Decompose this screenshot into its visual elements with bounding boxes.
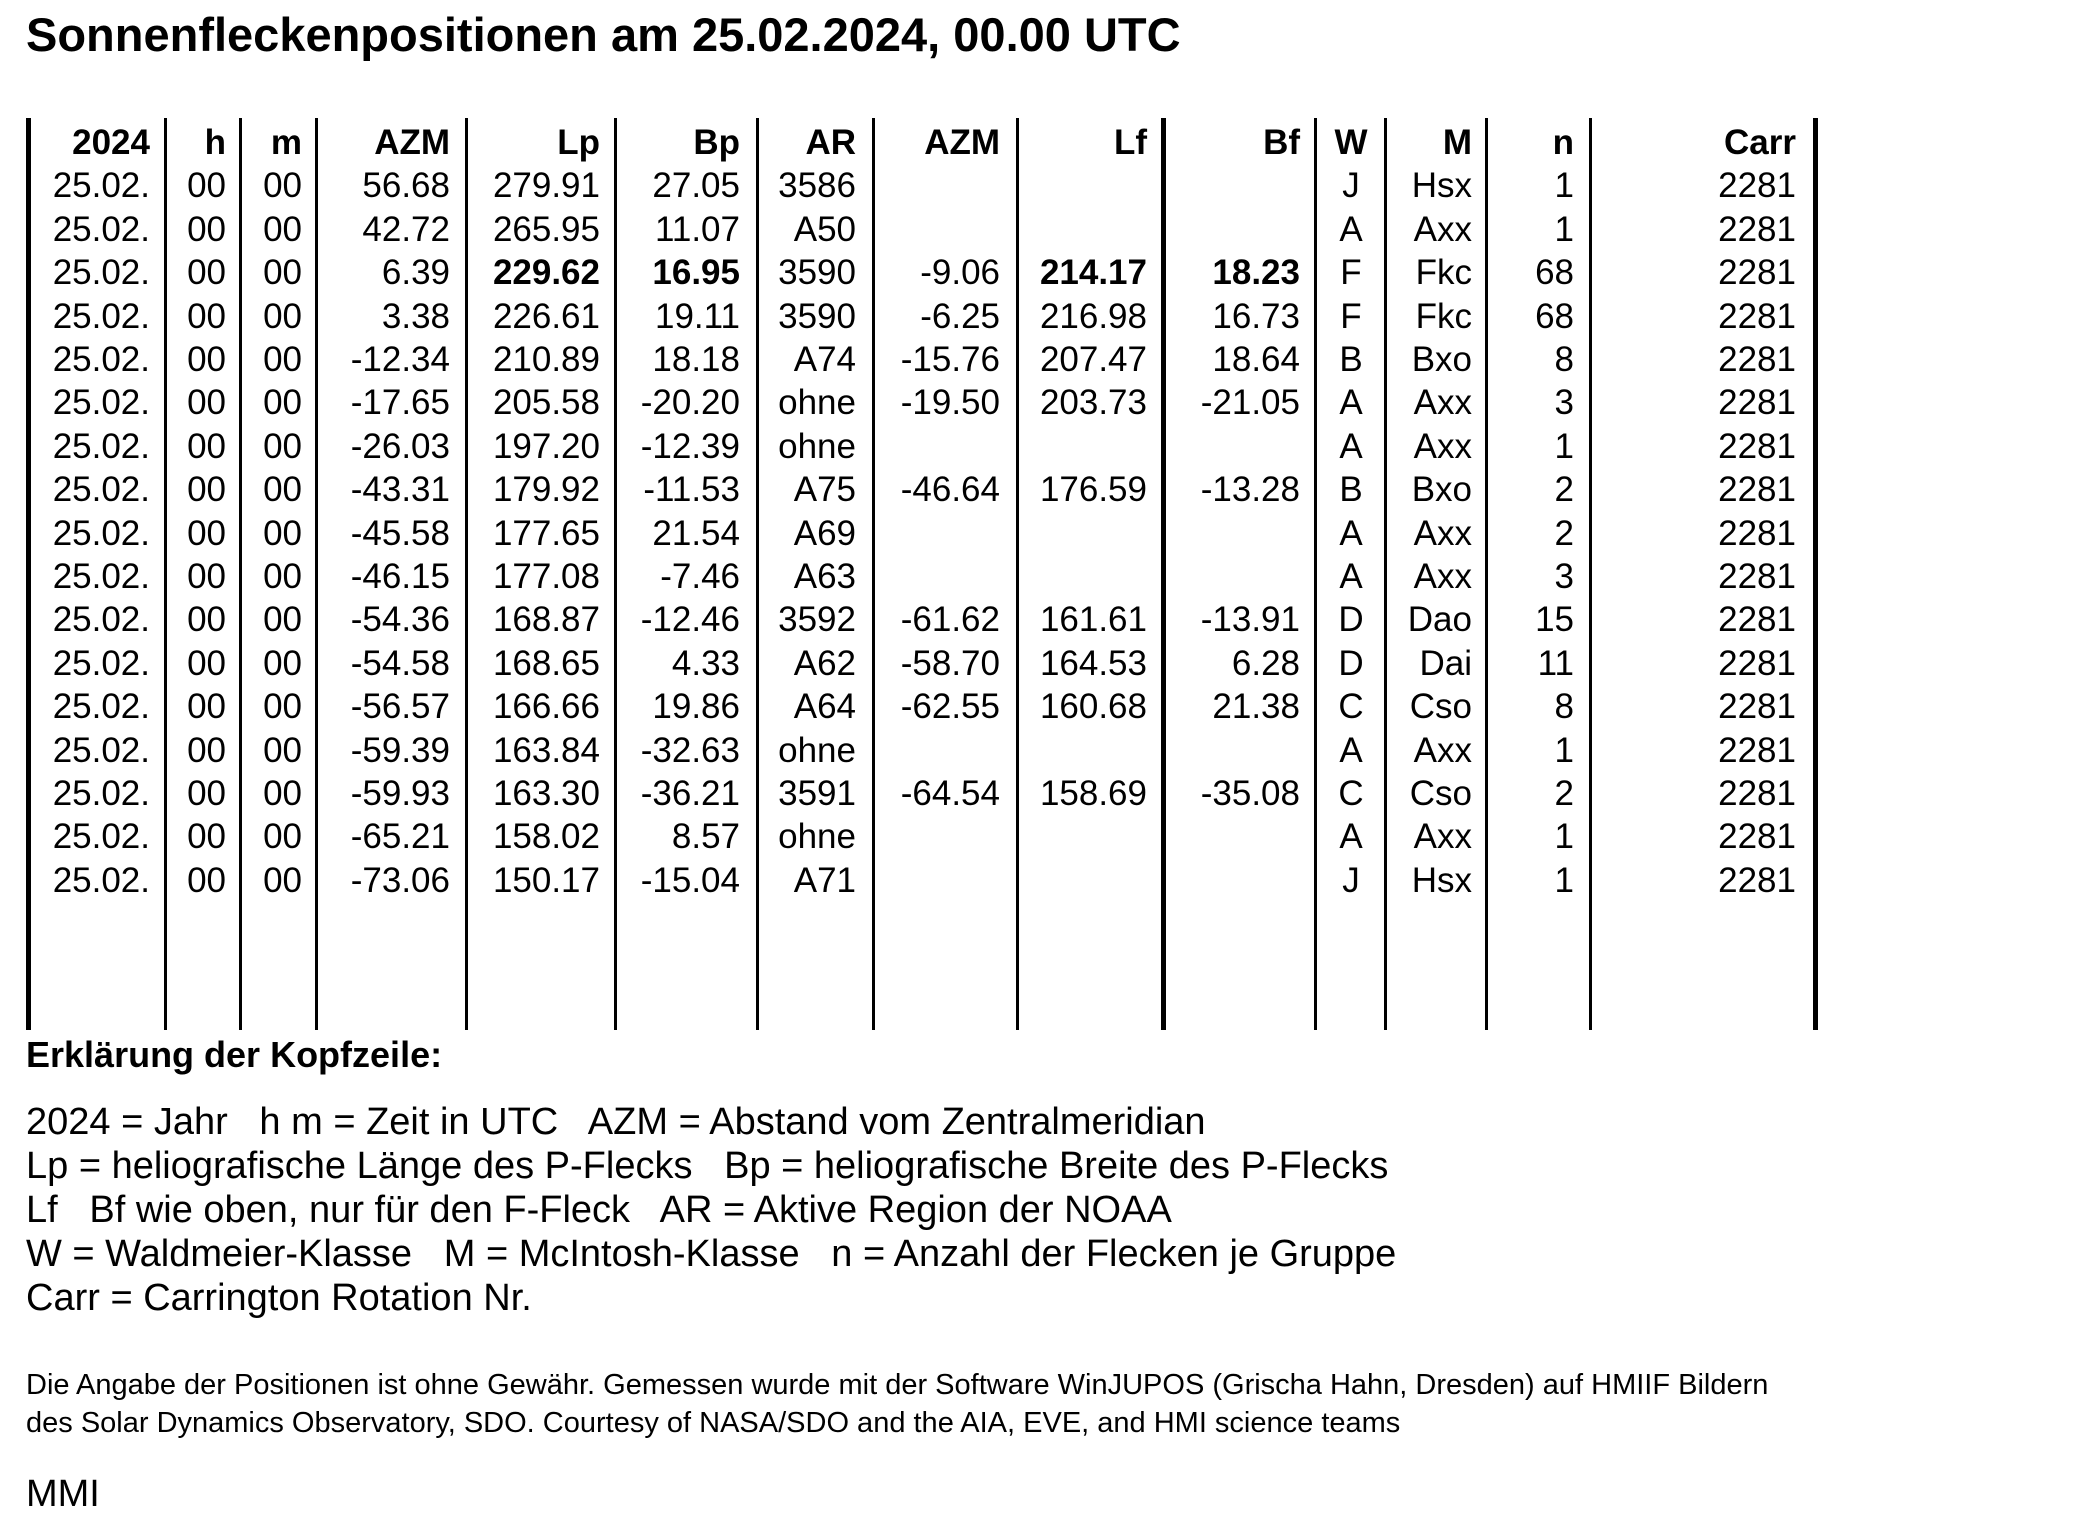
table-cell xyxy=(876,816,1000,858)
disclaimer-line: des Solar Dynamics Observatory, SDO. Courtesy of NASA/SDO and the AIA, EVE, and HMI science teams xyxy=(26,1407,1401,1439)
table-cell: -13.28 xyxy=(1200,470,1300,510)
table-cell: -59.93 xyxy=(350,774,450,813)
table-cell: -6.25 xyxy=(920,296,1000,336)
table-cell: 25.02. xyxy=(52,557,150,596)
disclaimer-line: Die Angabe der Positionen ist ohne Gewähr. Gemessen wurde mit der Software WinJUPOS (Grischa Hahn, Dresden) auf HMIIF Bildern xyxy=(26,1369,1769,1401)
table-header-row xyxy=(26,122,1826,164)
table-cell: -15.76 xyxy=(900,340,1000,379)
table-cell: 8 xyxy=(1554,340,1574,379)
table-cell: 1 xyxy=(1554,817,1574,857)
table-cell: C xyxy=(1338,687,1364,727)
table-cell: -46.15 xyxy=(350,557,450,596)
table-row xyxy=(26,513,1826,555)
table-cell: -56.57 xyxy=(350,687,450,727)
table-cell: A69 xyxy=(793,513,856,553)
table-cell: 3586 xyxy=(778,166,856,206)
table-cell: Axx xyxy=(1413,209,1472,249)
table-cell xyxy=(876,860,1000,902)
table-cell: 00 xyxy=(263,730,302,770)
table-cell: 210.89 xyxy=(492,340,600,379)
table-cell: Axx xyxy=(1413,513,1472,553)
table-cell: 2281 xyxy=(1718,817,1796,857)
table-cell: 00 xyxy=(187,557,226,596)
table-cell: 2281 xyxy=(1718,860,1796,900)
table-cell xyxy=(1165,513,1300,555)
table-row xyxy=(26,643,1826,685)
legend-line: W = Waldmeier-Klasse M = McIntosh-Klasse n = Anzahl der Flecken je Gruppe xyxy=(26,1233,1397,1275)
table-cell: A62 xyxy=(793,643,856,683)
table-row xyxy=(26,599,1826,641)
table-cell: 15 xyxy=(1535,600,1574,640)
column-header: M xyxy=(1442,123,1472,162)
table-cell: 2281 xyxy=(1718,557,1796,596)
table-cell: A74 xyxy=(793,340,856,379)
table-cell: 160.68 xyxy=(1039,687,1147,727)
table-cell: 25.02. xyxy=(52,513,150,553)
table-cell: 2281 xyxy=(1718,426,1796,466)
table-cell: Axx xyxy=(1413,730,1472,770)
table-cell: 1 xyxy=(1554,860,1574,900)
table-row xyxy=(26,816,1826,858)
table-cell: -12.34 xyxy=(350,340,450,379)
table-cell xyxy=(876,426,1000,468)
table-cell: ohne xyxy=(778,730,856,770)
table-cell: 164.53 xyxy=(1039,643,1147,683)
table-cell xyxy=(1165,816,1300,858)
table-cell: 2281 xyxy=(1718,296,1796,336)
table-cell: -65.21 xyxy=(350,817,450,857)
signature: MMI xyxy=(26,1473,100,1515)
table-cell: 00 xyxy=(187,296,226,336)
table-cell: 166.66 xyxy=(492,687,600,727)
table-cell: -11.53 xyxy=(643,470,740,510)
table-cell: -13.91 xyxy=(1200,600,1300,640)
table-cell: 265.95 xyxy=(492,209,600,249)
table-cell: 8 xyxy=(1554,687,1574,727)
table-cell: -12.46 xyxy=(640,600,740,640)
table-cell: 25.02. xyxy=(52,687,150,727)
table-cell xyxy=(876,730,1000,772)
table-cell: 00 xyxy=(187,383,226,423)
legend xyxy=(26,1100,1396,1320)
table-cell: 25.02. xyxy=(52,426,150,466)
table-cell xyxy=(1020,165,1147,207)
table-cell: 179.92 xyxy=(492,470,600,510)
table-cell: -62.55 xyxy=(900,687,1000,727)
table-cell: 176.59 xyxy=(1039,470,1147,510)
table-row xyxy=(26,686,1826,728)
table-cell: 25.02. xyxy=(52,166,150,206)
table-cell: D xyxy=(1338,643,1364,683)
table-cell: 19.86 xyxy=(652,687,740,727)
table-cell: 00 xyxy=(187,166,226,206)
table-row xyxy=(26,426,1826,468)
table-cell: 00 xyxy=(187,730,226,770)
table-row xyxy=(26,252,1826,294)
column-header: Lf xyxy=(1113,123,1147,162)
table-cell: 00 xyxy=(187,513,226,553)
table-cell: 3.38 xyxy=(381,296,450,336)
table-cell: Axx xyxy=(1413,426,1472,466)
table-cell xyxy=(1020,860,1147,902)
table-cell xyxy=(1165,556,1300,598)
table-cell: 56.68 xyxy=(362,166,450,206)
table-cell: F xyxy=(1340,296,1362,336)
table-cell: 203.73 xyxy=(1039,383,1147,423)
table-cell: 2 xyxy=(1554,470,1574,510)
table-cell: 25.02. xyxy=(52,383,150,423)
table-cell: ohne xyxy=(778,383,856,423)
table-cell: 21.38 xyxy=(1212,687,1300,727)
table-cell xyxy=(1020,426,1147,468)
table-cell xyxy=(1165,426,1300,468)
table-cell: A71 xyxy=(793,860,856,900)
table-cell: 18.18 xyxy=(652,340,740,379)
table-cell: 1 xyxy=(1554,209,1574,249)
table-cell xyxy=(1165,730,1300,772)
table-cell: 205.58 xyxy=(492,383,600,423)
legend-line: Lf Bf wie oben, nur für den F-Fleck AR = Aktive Region der NOAA xyxy=(26,1189,1172,1231)
table-cell: 18.23 xyxy=(1212,253,1300,293)
table-cell: C xyxy=(1338,774,1364,813)
table-cell: A63 xyxy=(793,557,856,596)
table-cell: 8.57 xyxy=(671,817,740,857)
table-cell: B xyxy=(1339,470,1363,510)
table-cell: F xyxy=(1340,253,1362,293)
table-cell: 25.02. xyxy=(52,730,150,770)
table-cell: A xyxy=(1339,209,1363,249)
table-cell xyxy=(876,209,1000,251)
table-cell: 2281 xyxy=(1718,209,1796,249)
table-cell: 00 xyxy=(263,513,302,553)
table-cell: A xyxy=(1339,426,1363,466)
table-cell: A50 xyxy=(793,209,856,249)
table-cell: 150.17 xyxy=(492,860,600,900)
table-cell xyxy=(1020,209,1147,251)
column-header: Carr xyxy=(1724,123,1796,162)
table-cell: 2281 xyxy=(1718,687,1796,727)
table-cell: 2281 xyxy=(1718,253,1796,293)
column-header: AR xyxy=(805,123,856,162)
table-cell xyxy=(1165,209,1300,251)
table-cell: 00 xyxy=(263,426,302,466)
table-cell: -15.04 xyxy=(640,860,740,900)
table-cell: 00 xyxy=(187,643,226,683)
table-cell: 00 xyxy=(263,860,302,900)
table-cell: 226.61 xyxy=(492,296,600,336)
table-row xyxy=(26,556,1826,598)
table-cell: 00 xyxy=(187,774,226,813)
table-cell: A xyxy=(1339,383,1363,423)
table-cell: 168.65 xyxy=(492,643,600,683)
table-row xyxy=(26,339,1826,381)
table-cell: Hsx xyxy=(1411,166,1472,206)
table-cell: 00 xyxy=(187,209,226,249)
table-cell: 3 xyxy=(1554,383,1574,423)
table-cell: -35.08 xyxy=(1200,774,1300,813)
table-cell: D xyxy=(1338,600,1364,640)
table-cell: 18.64 xyxy=(1212,340,1300,379)
table-cell: A xyxy=(1339,730,1363,770)
table-cell: -20.20 xyxy=(640,383,740,423)
table-cell: 177.08 xyxy=(492,557,600,596)
table-cell: 00 xyxy=(263,470,302,510)
table-cell: ohne xyxy=(778,426,856,466)
column-header: Bf xyxy=(1263,123,1300,162)
table-cell: 00 xyxy=(263,817,302,857)
table-cell xyxy=(1020,556,1147,598)
table-cell: Cso xyxy=(1409,687,1472,727)
legend-line: 2024 = Jahr h m = Zeit in UTC AZM = Abstand vom Zentralmeridian xyxy=(26,1101,1206,1143)
table-cell xyxy=(876,165,1000,207)
table-cell xyxy=(1020,730,1147,772)
table-cell: 163.84 xyxy=(492,730,600,770)
table-cell: 168.87 xyxy=(492,600,600,640)
column-header: AZM xyxy=(374,123,450,162)
column-header: 2024 xyxy=(72,123,150,162)
table-cell: 163.30 xyxy=(492,774,600,813)
table-cell: -59.39 xyxy=(350,730,450,770)
legend-line: Carr = Carrington Rotation Nr. xyxy=(26,1277,532,1319)
table-cell: 3592 xyxy=(778,600,856,640)
table-cell: 00 xyxy=(263,296,302,336)
column-header: AZM xyxy=(924,123,1000,162)
table-row xyxy=(26,382,1826,424)
table-cell: 207.47 xyxy=(1039,340,1147,379)
table-cell xyxy=(1165,860,1300,902)
table-cell: 00 xyxy=(187,860,226,900)
table-cell: -7.46 xyxy=(660,557,740,596)
column-header: m xyxy=(270,123,302,162)
table-cell: -19.50 xyxy=(900,383,1000,423)
table-cell: Bxo xyxy=(1411,470,1472,510)
table-row xyxy=(26,209,1826,251)
table-cell: Axx xyxy=(1413,383,1472,423)
table-cell: 1 xyxy=(1554,166,1574,206)
table-cell: -45.58 xyxy=(350,513,450,553)
table-cell: 27.05 xyxy=(652,166,740,206)
table-row xyxy=(26,860,1826,902)
table-cell: ohne xyxy=(778,817,856,857)
table-cell: 3590 xyxy=(778,253,856,293)
table-cell: 25.02. xyxy=(52,600,150,640)
table-cell: 00 xyxy=(187,340,226,379)
table-row xyxy=(26,296,1826,338)
table-cell: 25.02. xyxy=(52,340,150,379)
table-cell: 177.65 xyxy=(492,513,600,553)
table-cell: 2 xyxy=(1554,774,1574,813)
table-row xyxy=(26,773,1826,815)
table-cell: 1 xyxy=(1554,730,1574,770)
table-cell: 00 xyxy=(263,209,302,249)
table-cell: -9.06 xyxy=(920,253,1000,293)
legend-line: Lp = heliografische Länge des P-Flecks Bp = heliografische Breite des P-Flecks xyxy=(26,1145,1389,1187)
table-cell: -64.54 xyxy=(900,774,1000,813)
column-header: n xyxy=(1552,123,1574,162)
table-cell: A75 xyxy=(793,470,856,510)
table-cell: 00 xyxy=(263,643,302,683)
table-cell: -58.70 xyxy=(900,643,1000,683)
table-cell: Axx xyxy=(1413,557,1472,596)
legend-title: Erklärung der Kopfzeile: xyxy=(26,1034,443,1075)
table-cell: Fkc xyxy=(1415,296,1472,336)
table-cell: 11.07 xyxy=(655,209,740,249)
table-cell: 00 xyxy=(187,470,226,510)
table-cell: 2281 xyxy=(1718,340,1796,379)
table-cell: 00 xyxy=(187,687,226,727)
table-cell: 2281 xyxy=(1718,383,1796,423)
column-header: h xyxy=(204,123,226,162)
table-cell: 229.62 xyxy=(492,253,600,293)
table-cell: 00 xyxy=(263,557,302,596)
table-cell: -61.62 xyxy=(900,600,1000,640)
table-cell: -36.21 xyxy=(640,774,740,813)
table-cell: 00 xyxy=(187,817,226,857)
table-cell: -54.36 xyxy=(350,600,450,640)
table-cell: 3 xyxy=(1554,557,1574,596)
table-cell: 2281 xyxy=(1718,470,1796,510)
table-cell: 25.02. xyxy=(52,209,150,249)
table-cell: 25.02. xyxy=(52,470,150,510)
page-title: Sonnenfleckenpositionen am 25.02.2024, 00.00 UTC xyxy=(26,8,1181,61)
table-cell: 16.95 xyxy=(652,253,740,293)
table-cell: 161.61 xyxy=(1039,600,1147,640)
table-cell: 3590 xyxy=(778,296,856,336)
table-cell: 11 xyxy=(1537,643,1574,683)
table-cell: -21.05 xyxy=(1200,383,1300,423)
table-cell: -43.31 xyxy=(350,470,450,510)
table-cell: 25.02. xyxy=(52,817,150,857)
table-cell: A xyxy=(1339,557,1363,596)
table-cell: Dao xyxy=(1407,600,1472,640)
table-cell: A xyxy=(1339,513,1363,553)
table-cell: Cso xyxy=(1409,774,1472,813)
column-header: W xyxy=(1334,123,1368,162)
table-cell: B xyxy=(1339,340,1363,379)
table-cell: 2281 xyxy=(1718,730,1796,770)
table-cell: 197.20 xyxy=(492,426,600,466)
table-cell: 158.02 xyxy=(492,817,600,857)
table-cell: Fkc xyxy=(1415,253,1472,293)
sunspot-table xyxy=(26,118,1826,1030)
table-cell: Axx xyxy=(1413,817,1472,857)
table-cell: 279.91 xyxy=(492,166,600,206)
table-cell: Bxo xyxy=(1411,340,1472,379)
table-cell: Hsx xyxy=(1411,860,1472,900)
table-cell: -46.64 xyxy=(900,470,1000,510)
table-row xyxy=(26,469,1826,511)
table-cell: 158.69 xyxy=(1039,774,1147,813)
table-cell: 1 xyxy=(1554,426,1574,466)
table-cell: -17.65 xyxy=(350,383,450,423)
table-cell: Dai xyxy=(1419,643,1472,683)
table-cell: 00 xyxy=(263,687,302,727)
table-cell: 216.98 xyxy=(1039,296,1147,336)
table-cell xyxy=(1020,816,1147,858)
table-cell: 00 xyxy=(187,600,226,640)
column-header: Lp xyxy=(557,123,600,162)
table-cell xyxy=(876,513,1000,555)
table-cell: 25.02. xyxy=(52,296,150,336)
table-cell: J xyxy=(1342,166,1360,206)
table-row xyxy=(26,165,1826,207)
table-cell: -12.39 xyxy=(640,426,740,466)
table-cell xyxy=(876,556,1000,598)
table-cell: A64 xyxy=(793,687,856,727)
table-cell: 68 xyxy=(1535,253,1574,293)
table-cell: 6.39 xyxy=(381,253,450,293)
table-cell: 2 xyxy=(1554,513,1574,553)
table-cell: 00 xyxy=(263,166,302,206)
table-cell: 00 xyxy=(263,253,302,293)
column-header: Bp xyxy=(693,123,740,162)
table-cell: 214.17 xyxy=(1039,253,1147,293)
table-cell: 2281 xyxy=(1718,643,1796,683)
table-cell: 00 xyxy=(263,383,302,423)
table-row xyxy=(26,730,1826,772)
table-cell: 42.72 xyxy=(362,209,450,249)
table-cell: 25.02. xyxy=(52,774,150,813)
table-cell: 2281 xyxy=(1718,774,1796,813)
table-cell: 00 xyxy=(187,253,226,293)
table-cell: 19.11 xyxy=(655,296,740,336)
table-cell: 25.02. xyxy=(52,643,150,683)
table-cell: J xyxy=(1342,860,1360,900)
table-cell xyxy=(1165,165,1300,207)
table-cell: 00 xyxy=(263,774,302,813)
table-cell: A xyxy=(1339,817,1363,857)
table-cell: 00 xyxy=(263,340,302,379)
table-cell: -73.06 xyxy=(350,860,450,900)
table-cell: 2281 xyxy=(1718,166,1796,206)
table-cell: 6.28 xyxy=(1231,643,1300,683)
table-cell: 3591 xyxy=(778,774,856,813)
table-cell: -32.63 xyxy=(640,730,740,770)
table-cell: -26.03 xyxy=(350,426,450,466)
table-cell: -54.58 xyxy=(350,643,450,683)
table-cell: 4.33 xyxy=(671,643,740,683)
table-cell: 2281 xyxy=(1718,600,1796,640)
table-cell: 00 xyxy=(263,600,302,640)
table-cell: 25.02. xyxy=(52,253,150,293)
table-cell: 68 xyxy=(1535,296,1574,336)
table-cell: 16.73 xyxy=(1212,296,1300,336)
table-cell xyxy=(1020,513,1147,555)
table-cell: 00 xyxy=(187,426,226,466)
table-cell: 25.02. xyxy=(52,860,150,900)
table-cell: 2281 xyxy=(1718,513,1796,553)
disclaimer xyxy=(26,1366,2066,1442)
table-cell: 21.54 xyxy=(652,513,740,553)
